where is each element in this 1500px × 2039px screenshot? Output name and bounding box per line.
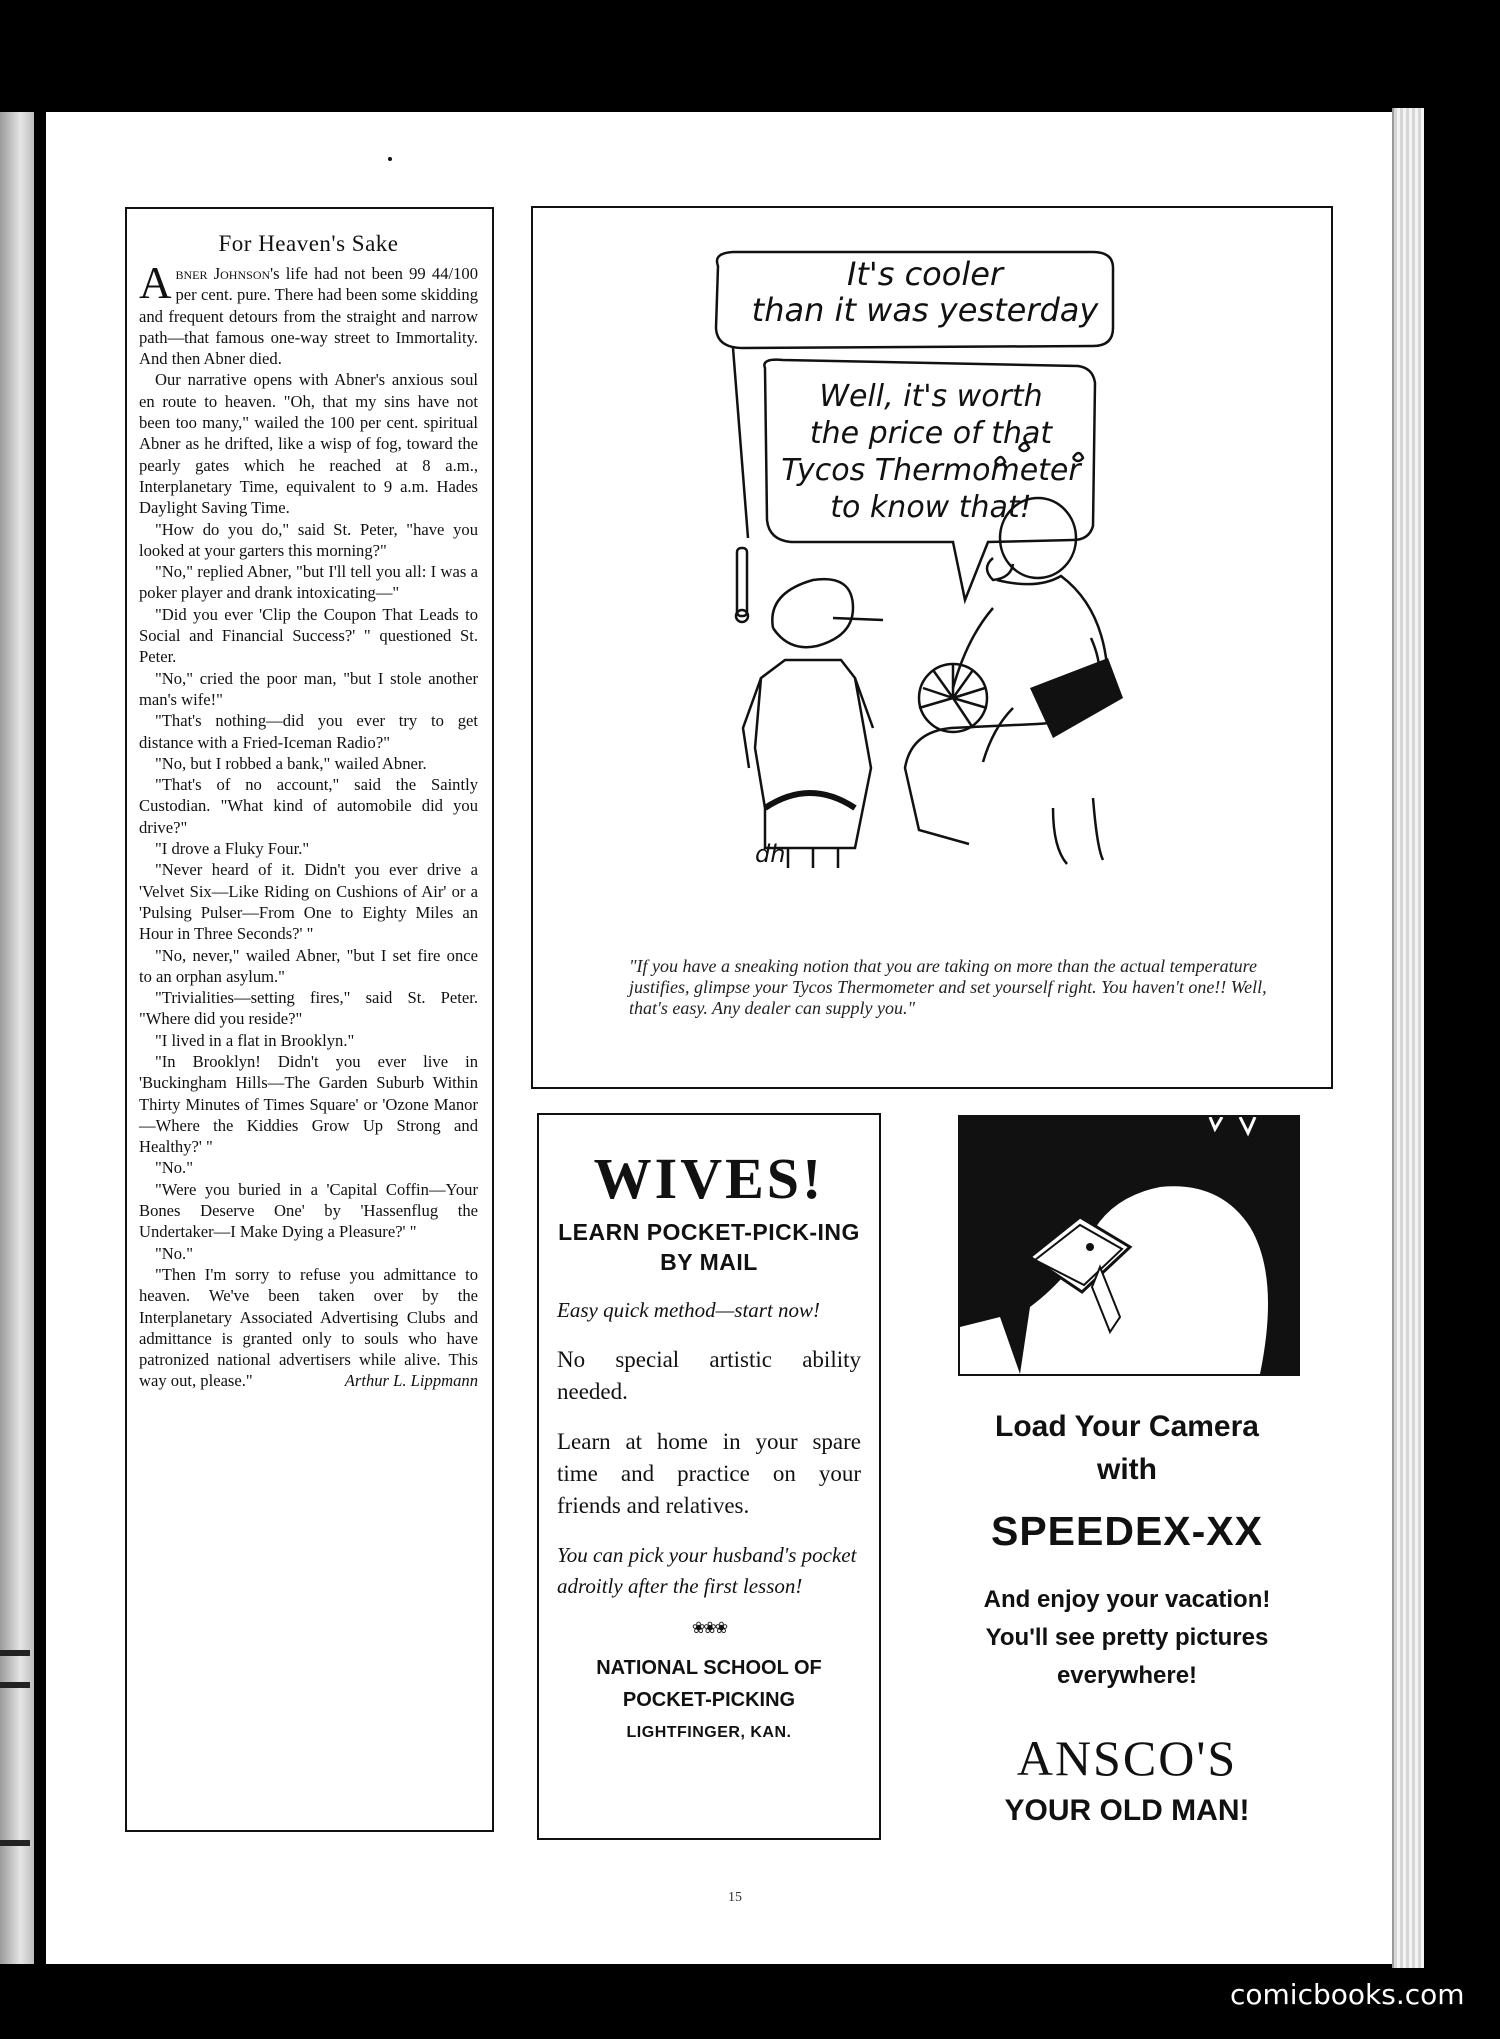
bubble2-line: to know that! [830,490,1032,525]
ad-subhead: LEARN POCKET-PICK-ING BY MAIL [558,1219,860,1275]
story-paragraph: "Never heard of it. Didn't you ever drive a 'Velvet Six—Like Riding on Cushions of Air' or a 'Pulsing Pulser—From One to Eighty Miles an Hour in Three Seconds?' " [139,860,478,944]
story-paragraph: "No." [155,1158,193,1178]
camera-ad [930,1395,1324,1845]
silhouette-drawing [960,1117,1298,1374]
ad-line: everywhere! [1056,1662,1198,1689]
story-paragraph: "I drove a Fluky Four." [155,839,310,859]
camera-illustration [958,1115,1300,1376]
bubble1-line: than it was yesterday [751,291,1099,329]
ad-line: You'll see pretty pictures [985,1624,1269,1651]
story-paragraph: "That's nothing—did you ever try to get distance with a Fried-Iceman Radio?" [139,711,478,752]
bubble-text [745,256,1105,328]
ad-town: LIGHTFINGER, KAN. [626,1724,792,1741]
edge-mark [0,1682,30,1688]
print-dot [388,157,392,161]
story-paragraph: "That's of no account," said the Saintly Custodian. "What kind of automobile did you drive?" [139,775,478,837]
story-name-caps: bner Johnson [175,264,271,283]
ad-promise: You can pick your husband's pocket adroitly after the first lesson! [557,1543,857,1598]
story-paragraph: "How do you do," said St. Peter, "have you looked at your garters this morning?" [139,519,478,560]
site-watermark: comicbooks.com [1230,1978,1465,2011]
flower-ornament-icon: ❀❀❀ [691,1620,727,1637]
story-paragraph [139,1264,478,1392]
ad-school-name: NATIONAL SCHOOL OF POCKET-PICKING [596,1657,822,1711]
story-paragraph: "In Brooklyn! Didn't you ever live in 'Buckingham Hills—The Garden Suburb Within Thirty Minutes of Times Square' or 'Ozone Manor—Where the Kiddies Grow Up Strong and Healthy?' " [139,1051,478,1157]
story-paragraph: Our narrative opens with Abner's anxious soul en route to heaven. "Oh, that my sins have not been too many," wailed the 100 per cent. spiritual Abner as he drifted, like a wisp of fog, toward the pearly gates which he reached at 8 a.m., Interplanetary Time, equivalent to 9 a.m. Hades Daylight Saving Time. [139,370,478,518]
ad-line: with [1097,1453,1157,1486]
ad-line: Load Your Camera [995,1410,1259,1443]
cartoon-caption: "If you have a sneaking notion that you are taking on more than the actual temperature justifies, glimpse your Tycos Thermometer and set yourself right. You haven't one!! Well, that's easy. Any dealer can supply you." [629,956,1267,1018]
cartoon-panel [531,206,1333,1089]
page-stack-edge [1392,108,1424,1968]
ad-product: SPEEDEX-XX [990,1508,1264,1554]
ad-body: No special artistic ability needed. [557,1347,861,1404]
edge-mark [0,1650,30,1656]
bubble1-line: It's cooler [846,255,1004,293]
story-title: For Heaven's Sake [218,231,399,256]
story-paragraph: "No, but I robbed a bank," wailed Abner. [155,753,427,773]
ad-line: And enjoy your vacation! [983,1586,1271,1613]
story-paragraph: "No," cried the poor man, "but I stole another man's wife!" [139,668,478,709]
story-paragraph [139,258,478,369]
story-paragraph: "Trivialities—setting fires," said St. Peter. "Where did you reside?" [139,988,478,1029]
artist-signature: dh [755,840,786,868]
story-paragraph: "No." [155,1243,193,1263]
story-paragraph: "Were you buried in a 'Capital Coffin—Your Bones Deserve One' by 'Hassenflug the Undertaker—I Make Dying a Pleasure?' " [139,1179,478,1242]
ad-tagline: Easy quick method—start now! [557,1298,821,1322]
bubble-text [781,378,1081,526]
drop-cap: A [139,258,172,308]
story-paragraph: "I lived in a flat in Brooklyn." [155,1030,355,1050]
story-text: 's life had not been 99 44/100 per cent. pure. There had been some skidding and frequent detours from the straight and narrow path—that famous one-way street to Immortality. And then Abner died. [139,264,478,369]
ad-headline: WIVES! [593,1146,825,1211]
ad-body: Learn at home in your spare time and practice on your friends and relatives. [557,1429,861,1518]
byline: Arthur L. Lippmann [344,1371,478,1391]
story-paragraph: "Did you ever 'Clip the Coupon That Leads to Social and Financial Success?' " questioned St. Peter. [139,604,478,667]
bubble2-line: Tycos Thermometer [781,453,1081,488]
story-paragraph: "No," replied Abner, "but I'll tell you all: I was a poker player and drank intoxicating—" [139,562,478,603]
story-column [125,207,494,1832]
story-paragraph: "No, never," wailed Abner, "but I set fire once to an orphan asylum." [139,945,478,986]
ad-brand: ANSCO'S [1016,1730,1238,1786]
edge-mark [0,1840,30,1846]
bubble2-line: the price of that [809,416,1053,451]
page-number: 15 [728,1890,742,1905]
wives-ad [537,1113,881,1840]
story-text: "Then I'm sorry to refuse you admittance to heaven. We've been taken over by the Interplanetary Associated Advertising Clubs and admittance is granted only to souls who have patronized national advertisers while alive. This way out, please." [139,1264,478,1391]
previous-page-edge [0,112,34,1964]
ad-slogan: YOUR OLD MAN! [1004,1794,1250,1827]
bubble2-line: Well, it's worth [819,379,1043,414]
